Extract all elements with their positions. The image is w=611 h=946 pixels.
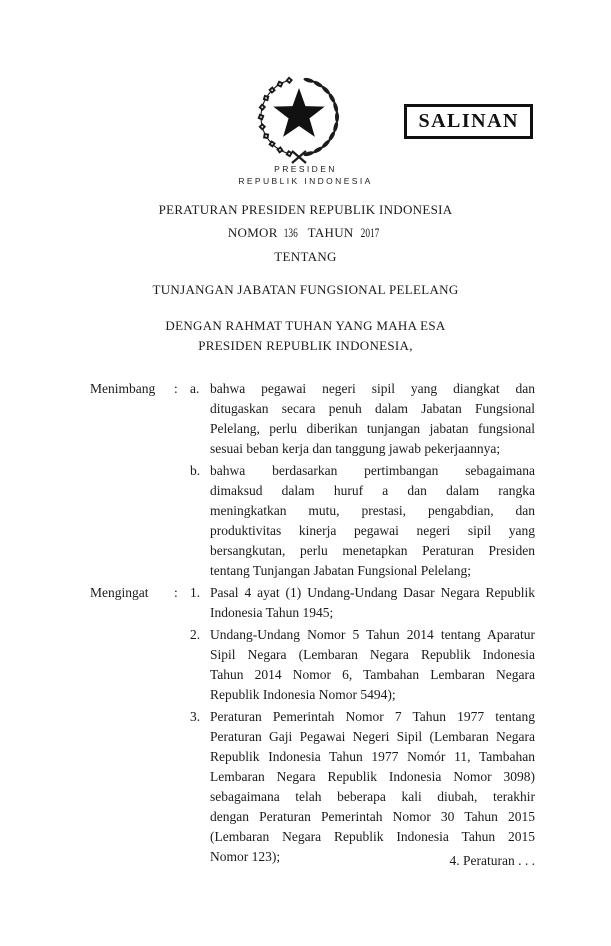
recalling-colon: : <box>174 585 178 600</box>
considering-colon: : <box>174 381 178 396</box>
year-prefix: TAHUN <box>307 225 354 240</box>
crossed-stems <box>292 151 306 163</box>
recalling-clause <box>90 583 535 869</box>
item-label: 2. <box>190 627 201 642</box>
preamble-clauses <box>90 379 535 869</box>
recalling-item-1 <box>190 583 535 623</box>
clause-text-line: produktivitas kinerja pegawai negeri sipil yang <box>210 523 535 538</box>
letterhead-line2: REPUBLIK INDONESIA <box>238 175 373 186</box>
regulation-number: 136 <box>284 225 299 240</box>
star-icon <box>273 88 324 137</box>
about-label: TENTANG <box>274 249 337 264</box>
regulation-subject: TUNJANGAN JABATAN FUNGSIONAL PELELANG <box>152 282 459 297</box>
clause-text-line: (Lembaran Negara Republik Indonesia Tahun 2015 <box>210 829 535 844</box>
presidential-seal-icon <box>253 68 345 166</box>
item-label: 3. <box>190 709 201 724</box>
clause-text-line: sesuai beban kerja dan tanggung jawab pekerjaannya; <box>210 441 501 456</box>
recalling-label: Mengingat <box>90 585 149 600</box>
item-label: 1. <box>190 585 201 600</box>
considering-label: Menimbang <box>90 381 156 396</box>
clause-text-line: sebagaimana telah beberapa kali diubah, terakhir <box>210 789 535 804</box>
clause-text-line: Peraturan Pemerintah Nomor 7 Tahun 1977 tentang <box>210 709 535 724</box>
clause-text-line: dengan Peraturan Pemerintah Nomor 30 Tahun 2015 <box>210 809 535 824</box>
item-label: a. <box>190 381 200 396</box>
catchword: 4. Peraturan . . . <box>449 853 535 868</box>
item-label: b. <box>190 463 201 478</box>
clause-text-line: meningkatkan mutu, prestasi, pengabdian, dan <box>210 503 535 518</box>
clause-text-line: Peraturan Gaji Pegawai Negeri Sipil (Lembaran Negara <box>210 729 535 744</box>
invocation-line: DENGAN RAHMAT TUHAN YANG MAHA ESA <box>165 318 446 333</box>
considering-item-a <box>190 379 535 459</box>
clause-text-line: Sipil Negara (Lembaran Negara Republik Indonesia <box>210 647 535 662</box>
clause-text-line: Undang-Undang Nomor 5 Tahun 2014 tentang Aparatur <box>210 627 535 642</box>
considering-item-b <box>190 461 535 581</box>
clause-text-line: Republik Indonesia Tahun 1977 Nomór 11, Tambahan <box>210 749 535 764</box>
clause-text-line: bahwa berdasarkan pertimbangan sebagaimana <box>210 463 535 478</box>
clause-text-line: Indonesia Tahun 1945; <box>210 605 334 620</box>
clause-text-line: dimaksud dalam huruf a dan dalam rangka <box>210 483 535 498</box>
regulation-number-line <box>0 225 611 240</box>
clause-text-line: ditugaskan secara penuh dalam Jabatan Fungsional <box>210 401 535 416</box>
number-prefix: NOMOR <box>227 225 278 240</box>
letterhead <box>0 164 611 187</box>
regulation-title: PERATURAN PRESIDEN REPUBLIK INDONESIA <box>158 202 453 217</box>
clause-text-line: Republik Indonesia Nomor 5494); <box>210 687 396 702</box>
regulation-year: 2017 <box>360 225 380 240</box>
recalling-item-2 <box>190 625 535 705</box>
clause-text-line: Pelelang, perlu diberikan tunjangan jabatan fungsional <box>210 421 535 436</box>
clause-text-line: Tahun 2014 Nomor 6, Tambahan Lembaran Negara <box>210 667 535 682</box>
clause-text-line: bahwa pegawai negeri sipil yang diangkat dan <box>210 381 535 396</box>
recalling-item-3 <box>190 707 535 867</box>
clause-text-line: Lembaran Negara Republik Indonesia Nomor 3098) <box>210 769 535 784</box>
clause-text-line: tentang Tunjangan Jabatan Fungsional Pelelang; <box>210 563 471 578</box>
considering-clause <box>90 379 535 583</box>
letterhead-line1: PRESIDEN <box>274 164 337 174</box>
clause-text-line: Pasal 4 ayat (1) Undang-Undang Dasar Negara Republik <box>210 585 535 600</box>
salinan-stamp: SALINAN <box>404 104 533 139</box>
clause-text-line: bersangkutan, perlu menetapkan Peraturan Presiden <box>210 543 535 558</box>
clause-text-line: Nomor 123); <box>210 849 281 864</box>
authority-line: PRESIDEN REPUBLIK INDONESIA, <box>198 338 413 353</box>
document-body <box>0 202 611 869</box>
